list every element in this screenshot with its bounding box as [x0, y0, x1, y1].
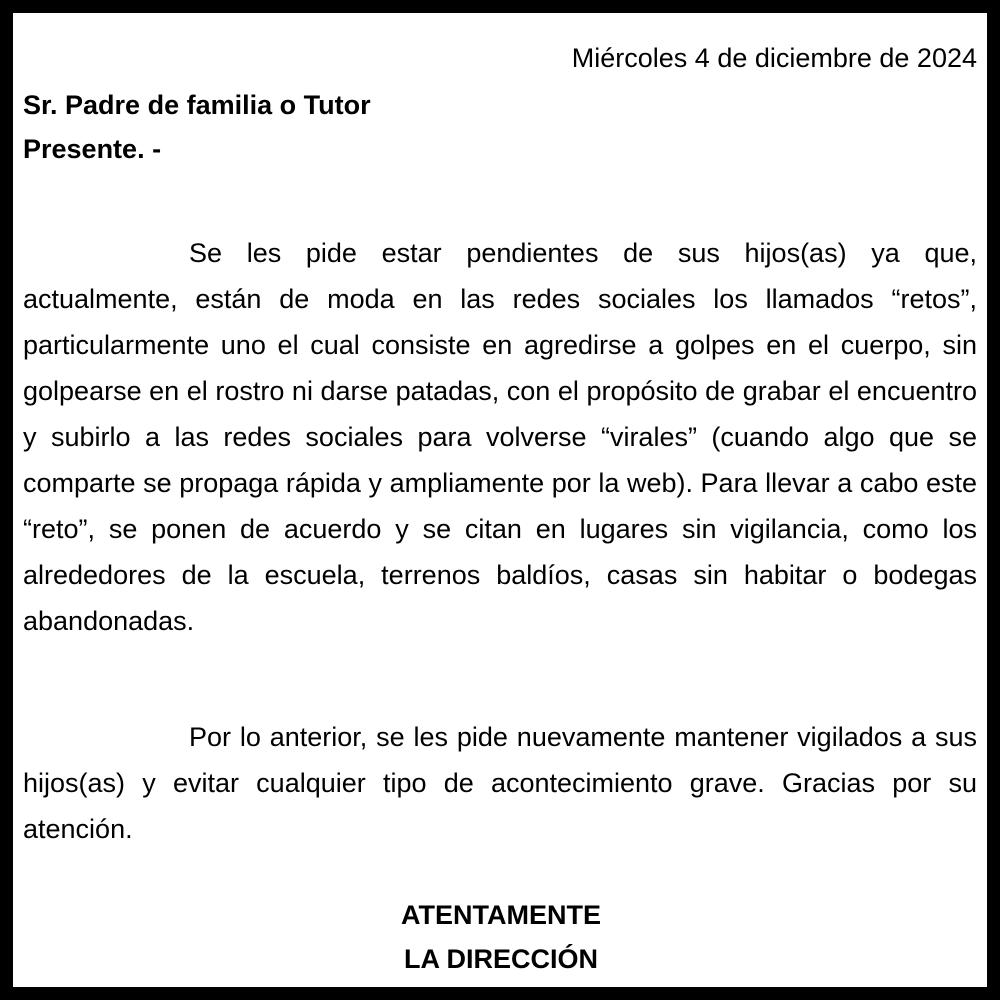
- salutation-presente: Presente. -: [23, 134, 162, 164]
- body-paragraph-2: Por lo anterior, se les pide nuevamente mantener vigilados a sus hijos(as) y evitar cualquier tipo de acontecimiento grave. Gracias por su atención.: [23, 722, 977, 844]
- closing-signature: [13, 893, 989, 981]
- closing-direccion: LA DIRECCIÓN: [404, 944, 598, 974]
- salutation: [23, 83, 371, 171]
- letter-page: [12, 12, 988, 988]
- letter-date: Miércoles 4 de diciembre de 2024: [571, 43, 977, 73]
- salutation-recipient: Sr. Padre de familia o Tutor: [23, 90, 371, 120]
- body-paragraph-1: Se les pide estar pendientes de sus hijos(as) ya que, actualmente, están de moda en las redes sociales los llamados “retos”, particularmente uno el cual consiste en agredirse a golpes en el cuerpo, sin golpearse en el rostro ni darse patadas, con el propósito de grabar el encuentro y subirlo a las redes sociales para volverse “virales” (cuando algo que se comparte se propaga rápida y ampliamente por la web). Para llevar a cabo este “reto”, se ponen de acuerdo y se citan en lugares sin vigilancia, como los alrededores de la escuela, terrenos baldíos, casas sin habitar o bodegas abandonadas.: [23, 238, 977, 636]
- closing-atentamente: ATENTAMENTE: [401, 900, 601, 930]
